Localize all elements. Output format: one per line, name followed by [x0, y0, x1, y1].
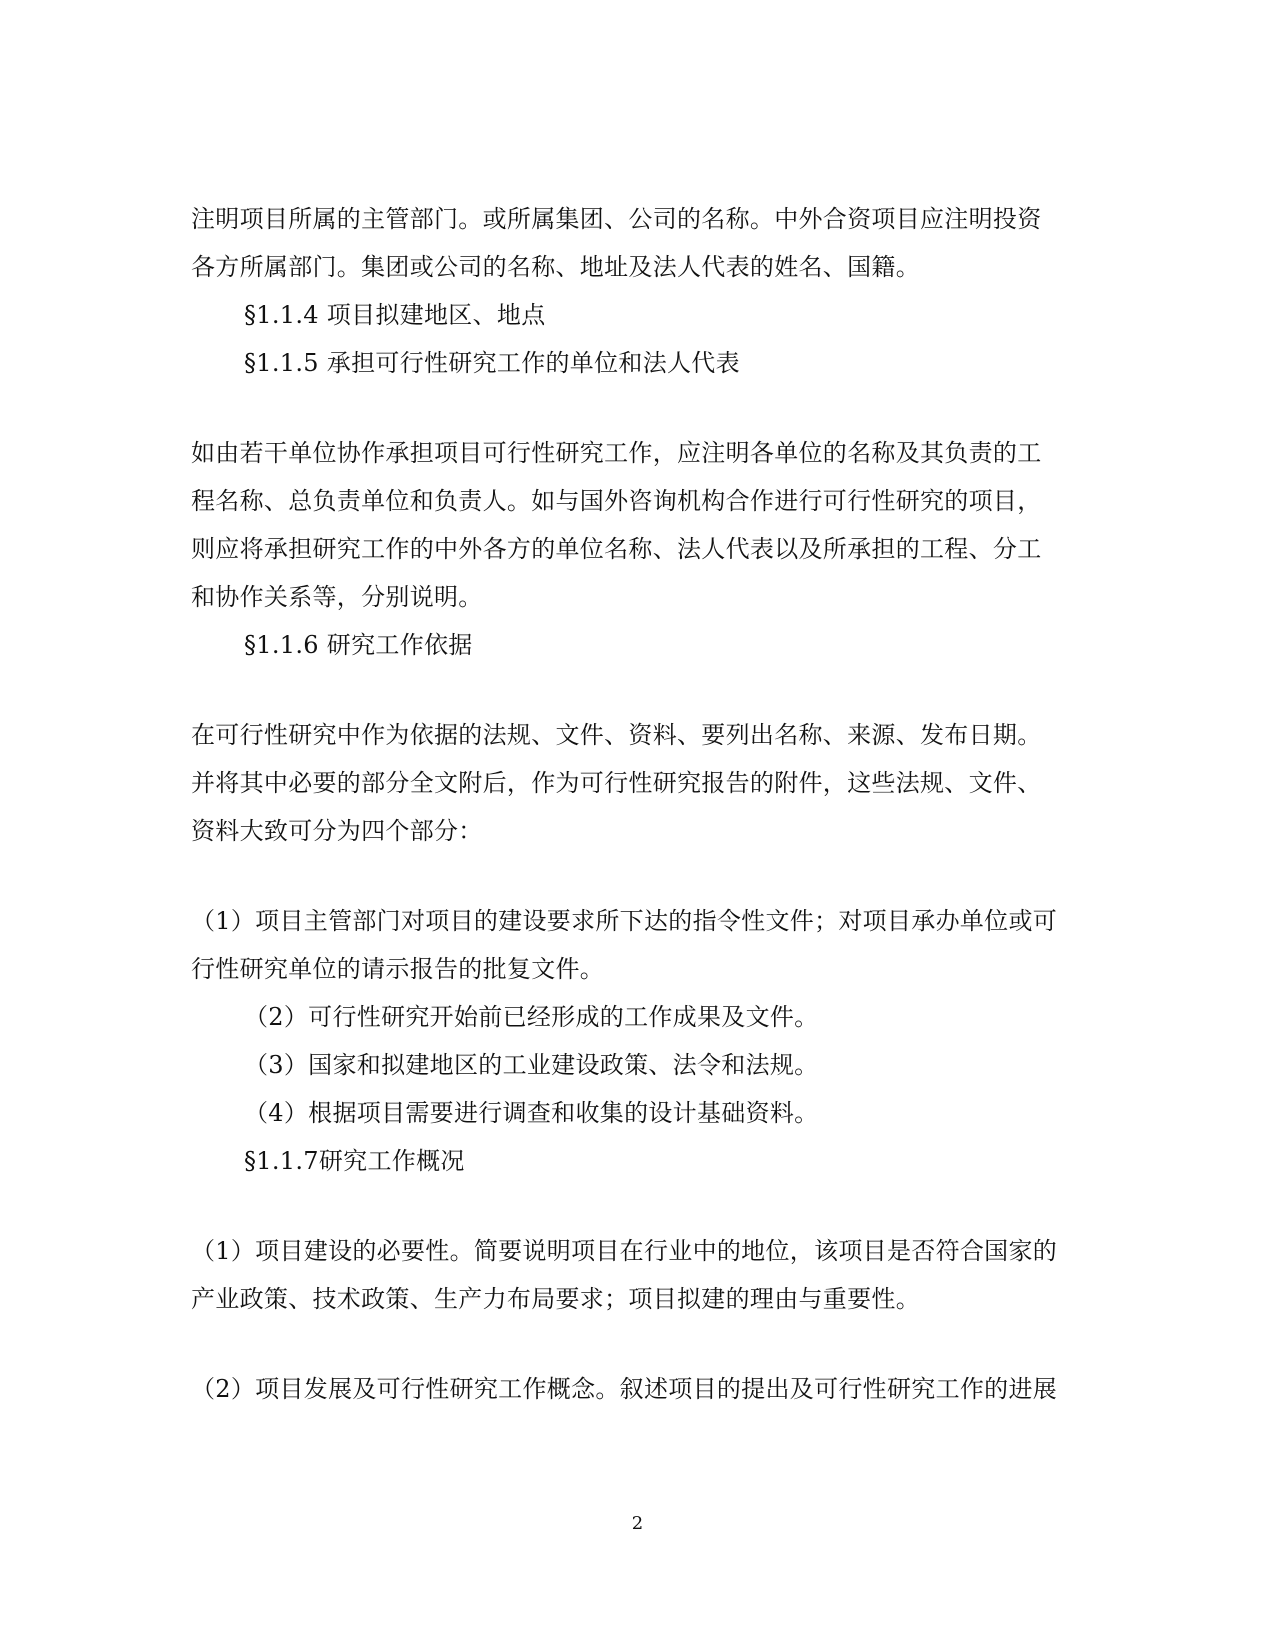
body-text-line: 各方所属部门。集团或公司的名称、地址及法人代表的姓名、国籍。 [191, 253, 920, 281]
body-text-line: 并将其中必要的部分全文附后，作为可行性研究报告的附件，这些法规、文件、 [191, 769, 1042, 797]
list-item-text: （1）项目建设的必要性。简要说明项目在行业中的地位，该项目是否符合国家的 [191, 1237, 1058, 1265]
section-heading-1-1-6: §1.1.6 研究工作依据 [244, 631, 473, 659]
body-text-line: 资料大致可分为四个部分： [191, 817, 483, 845]
body-text-line: 在可行性研究中作为依据的法规、文件、资料、要列出名称、来源、发布日期。 [191, 721, 1042, 749]
section-heading-1-1-4: §1.1.4 项目拟建地区、地点 [244, 301, 546, 329]
body-text-line: 程名称、总负责单位和负责人。如与国外咨询机构合作进行可行性研究的项目， [191, 487, 1042, 515]
list-item-text: （1）项目主管部门对项目的建设要求所下达的指令性文件；对项目承办单位或可 [191, 907, 1058, 935]
section-heading-1-1-7: §1.1.7研究工作概况 [244, 1147, 465, 1175]
body-text-line: 则应将承担研究工作的中外各方的单位名称、法人代表以及所承担的工程、分工 [191, 535, 1042, 563]
page-number: 2 [631, 1513, 644, 1534]
list-item-text: 产业政策、技术政策、生产力布局要求；项目拟建的理由与重要性。 [191, 1285, 920, 1313]
list-item-text: 行性研究单位的请示报告的批复文件。 [191, 955, 605, 983]
list-item-text: （4）根据项目需要进行调查和收集的设计基础资料。 [244, 1099, 819, 1127]
body-text-line: 如由若干单位协作承担项目可行性研究工作，应注明各单位的名称及其负责的工 [191, 439, 1042, 467]
list-item-text: （2）可行性研究开始前已经形成的工作成果及文件。 [244, 1003, 819, 1031]
list-item-text: （3）国家和拟建地区的工业建设政策、法令和法规。 [244, 1051, 819, 1079]
section-heading-1-1-5: §1.1.5 承担可行性研究工作的单位和法人代表 [244, 349, 740, 377]
body-text-line: 注明项目所属的主管部门。或所属集团、公司的名称。中外合资项目应注明投资 [191, 205, 1042, 233]
list-item-text: （2）项目发展及可行性研究工作概念。叙述项目的提出及可行性研究工作的进展 [191, 1375, 1058, 1403]
body-text-line: 和协作关系等，分别说明。 [191, 583, 483, 611]
